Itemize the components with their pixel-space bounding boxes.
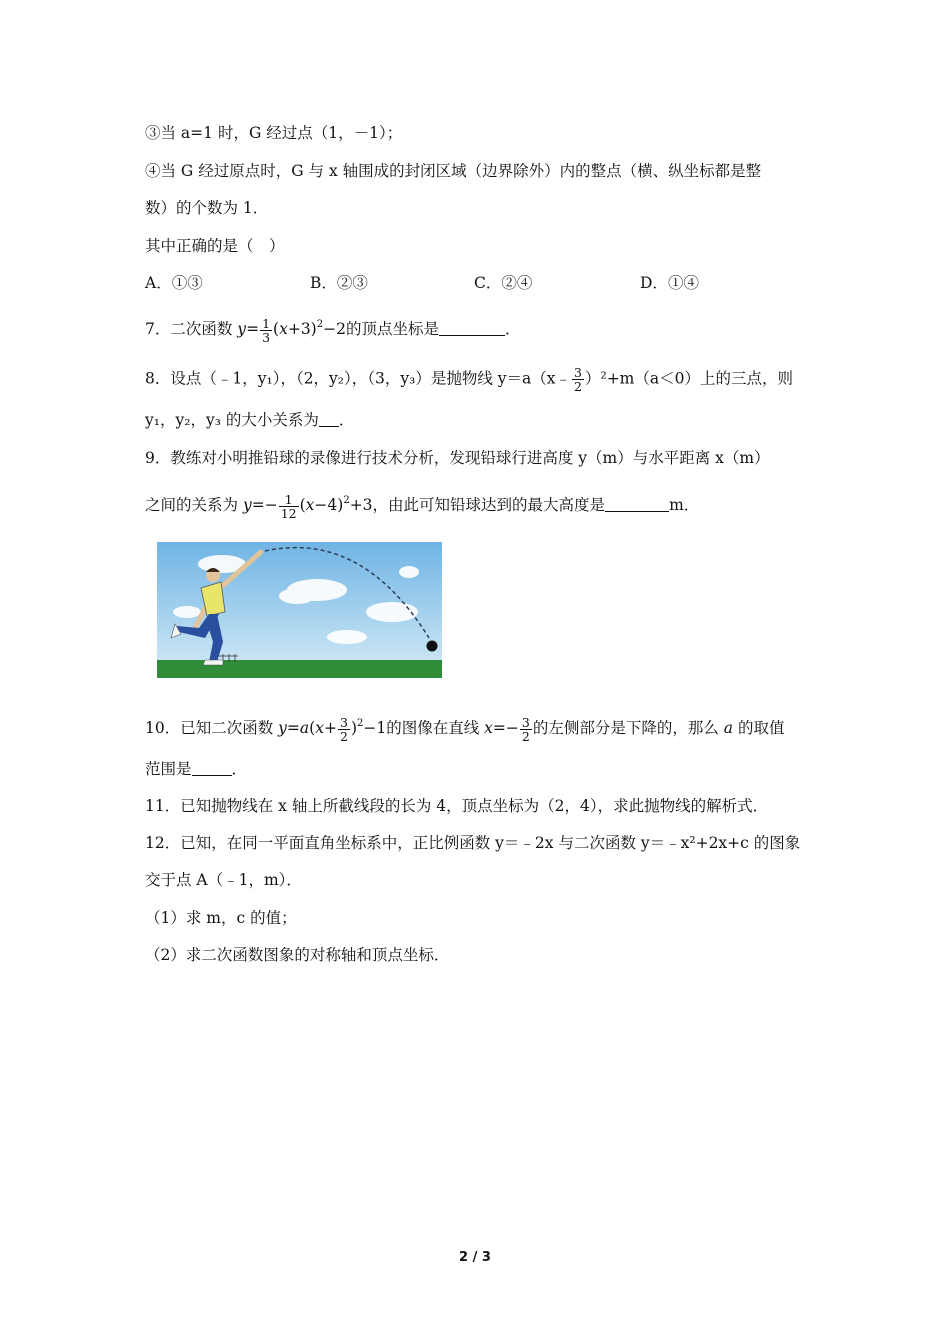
q6-item-3: ③当 a=1 时，G 经过点（1，－1）； [145,124,403,142]
option-c: C．②④ [474,274,533,292]
shot-ball [427,641,438,652]
question-10-line2: 范围是 ． [145,760,248,778]
option-d: D．①④ [640,274,699,292]
page-number: 2 / 3 [459,1250,491,1265]
question-12-line1: 12．已知，在同一平面直角坐标系中，正比例函数 y＝﹣2x 与二次函数 y＝﹣x²+2x+c 的图象 [145,834,801,852]
q7-formula: y= $\frac{1}{3}$ $(x+3)^2-2$ [237,315,346,345]
q6-item-4-line2: 数）的个数为 1． [145,199,269,217]
q6-question: 其中正确的是（ ） [145,237,285,255]
q6-item-4-line1: ④当 G 经过原点时，G 与 x 轴围成的封闭区域（边界除外）内的整点（横、纵坐标都是整 [145,162,762,180]
shot-put-image [157,542,442,678]
answer-blank [319,412,339,427]
grass [157,660,442,678]
option-b: B．②③ [310,274,368,292]
question-9-line1: 9．教练对小明推铅球的录像进行技术分析，发现铅球行进高度 y（m）与水平距离 x（m） [145,449,770,467]
question-12-line2: 交于点 A（﹣1，m）． [145,871,302,889]
answer-blank [439,321,505,336]
q10-formula: y=a(x+ $\frac{3}{2}$ )$^2$−1 [278,714,387,744]
question-12-sub1: （1）求 m，c 的值； [145,909,297,927]
q9-formula: y=− $\frac{1}{12}$ $(x-4)^2+3$ [242,491,373,521]
question-7: 7．二次函数 y= $\frac{1}{3}$ $(x+3)^2-2$的顶点坐标是 ． [145,315,521,345]
answer-blank [192,761,232,776]
question-11: 11．已知抛物线在 x 轴上所截线段的长为 4，顶点坐标为（2，4），求此抛物线的解析式． [145,797,769,815]
shot-put-illustration [157,542,442,678]
question-12-sub2: （2）求二次函数图象的对称轴和顶点坐标． [145,946,450,964]
option-a: A．①③ [145,274,203,292]
question-8-line2: y₁，y₂，y₃ 的大小关系为 ． [145,411,355,429]
q10-line-equation: x=− $\frac{3}{2}$ [484,714,530,744]
question-10-line1: 10．已知二次函数 y=a(x+ $\frac{3}{2}$ )$^2$−1的图像在直线 x=− $\frac{3}{2}$ 的左侧部分是下降的，那么 a 的取值 [145,714,785,744]
question-8-line1: 8．设点（﹣1，y₁），（2，y₂），（3，y₃）是抛物线 y＝a（x﹣ $\frac{3}{2}$ ）²+m（a＜0）上的三点，则 [145,365,793,394]
question-9-line2: 之间的关系为 y=− $\frac{1}{12}$ $(x-4)^2+3$，由此可知铅球达到的最大高度是 m． [145,491,700,521]
answer-blank [605,497,669,512]
